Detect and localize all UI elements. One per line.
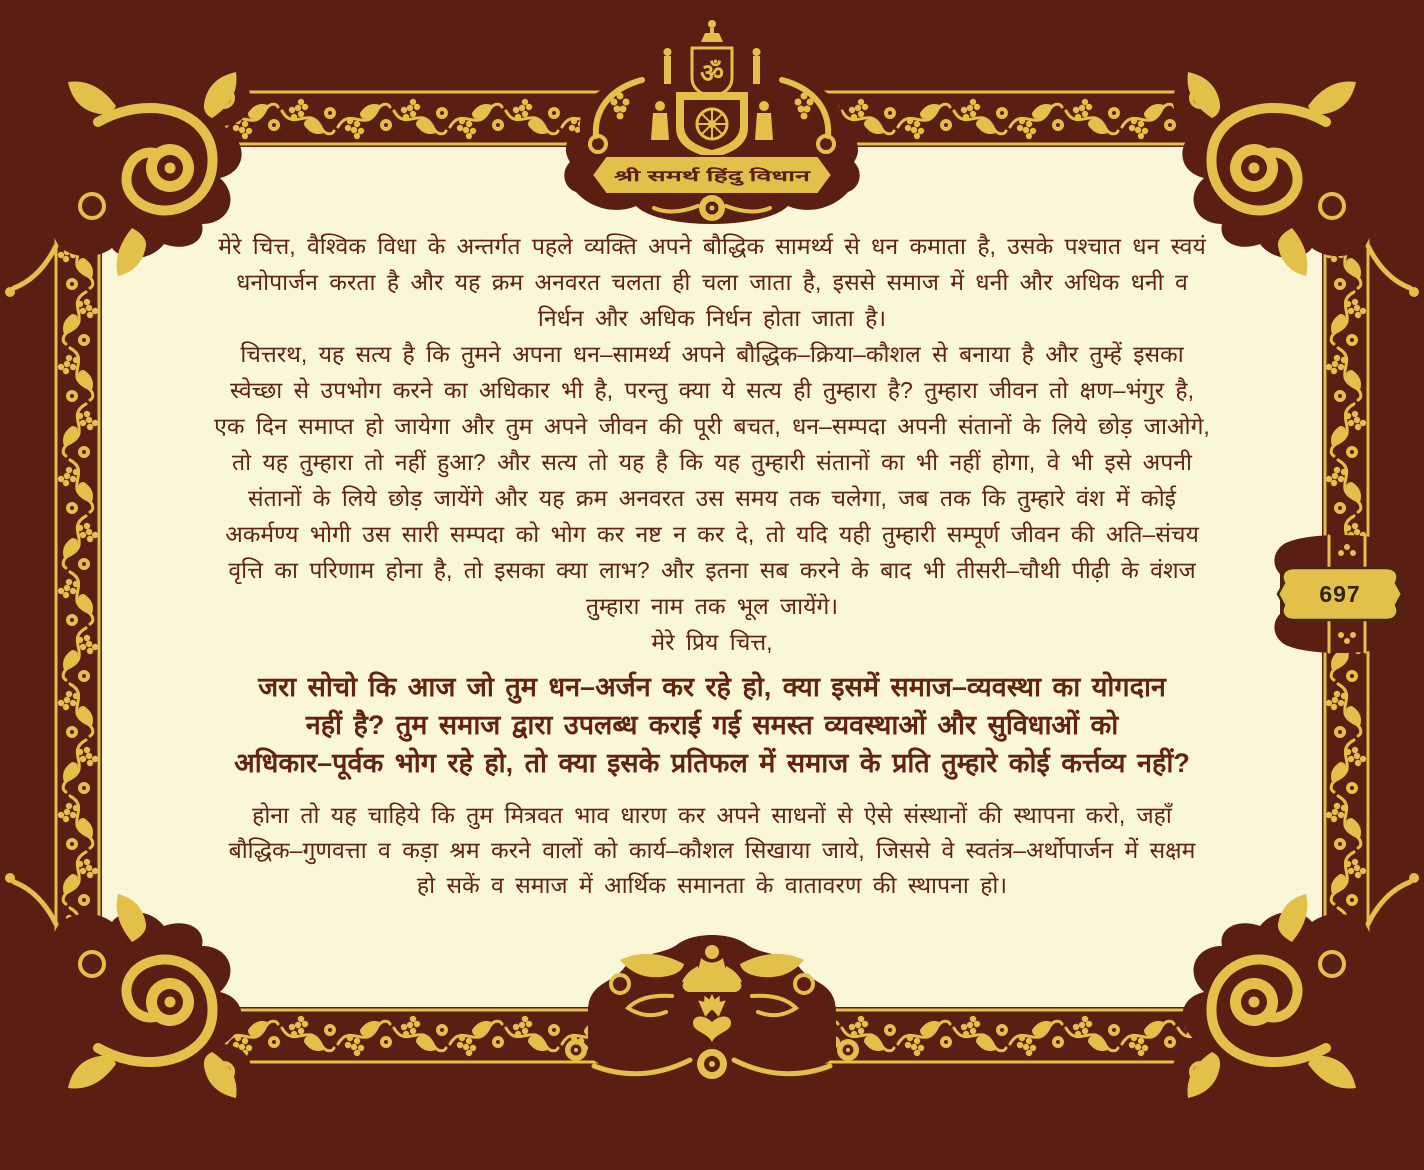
figure-head [705, 945, 719, 959]
text-line: तो यह तुम्हारा तो नहीं हुआ? और सत्य तो यह है कि यह तुम्हारी संतानों का भी नहीं होगा, वे भी इसे अपनी [232, 449, 1192, 475]
page-text [130, 228, 1294, 903]
text-line: धनोपार्जन करता है और यह क्रम अनवरत चलता ही चला जाता है, इससे समाज में धनी और अधिक धनी व [236, 269, 1188, 295]
text-line: हो सकें व समाज में आर्थिक समानता के वातावरण की स्थापना हो। [416, 872, 1008, 898]
pillar-right-icon [753, 56, 760, 84]
page-number: 697 [1319, 581, 1361, 607]
paragraph-2 [130, 336, 1294, 660]
text-line: अकर्मण्य भोगी उस सारी सम्पदा को भोग कर नष्ट न कर दे, तो यदि यही तुम्हारी सम्पूर्ण जीवन की अति–संचय [225, 521, 1199, 547]
highlight-paragraph [130, 668, 1294, 782]
text-line: स्वेच्छा से उपभोग करने का अधिकार भी है, परन्तु क्या ये सत्य ही तुम्हारा है? तुम्हारा जीवन तो क्षण–भंगुर है, [229, 377, 1195, 403]
text-line: तुम्हारा नाम तक भूल जायेंगे। [585, 593, 839, 619]
pillar-left-icon [664, 56, 671, 84]
highlight-line: जरा सोचो कि आज जो तुम धन–अर्जन कर रहे हो, क्या इसमें समाज–व्यवस्था का योगदान [258, 672, 1166, 702]
text-line: होना तो यह चाहिये कि तुम मित्रवत भाव धारण कर अपने साधनों से ऐसे संस्थानों की स्थापना करो, जहाँ [252, 802, 1172, 828]
text-line: एक दिन समाप्त हो जायेगा और तुम अपने जीवन की पूरी बचत, धन–सम्पदा अपनी संतानों के लिये छोड़ जाओगे, [214, 413, 1210, 439]
folded-legs [683, 980, 742, 992]
text-line: वृत्ति का परिणाम होना है, तो इसका क्या लाभ? और इतना सब करने के बाद भी तीसरी–चौथी पीढ़ी के वंशज [228, 557, 1196, 583]
emblem-title: श्री समर्थ हिंदु विधान [614, 168, 724, 185]
text-line: मेरे चित्त, वैश्विक विधा के अन्तर्गत पहले व्यक्ति अपने बौद्धिक सामर्थ्य से धन कमाता है, उसके पश्चात धन स्वयं [218, 233, 1206, 259]
text-line: मेरे प्रिय चित्त, [651, 629, 773, 655]
highlight-line: नहीं है? तुम समाज द्वारा उपलब्ध कराई गई समस्त व्यवस्थाओं और सुविधाओं को [305, 710, 1119, 740]
page-number-badge [1274, 535, 1405, 653]
highlight-line: अधिकार–पूर्वक भोग रहे हो, तो क्या इसके प्रतिफल में समाज के प्रति तुम्हारे कोई कर्त्तव्य नहीं? [234, 748, 1190, 778]
text-line: संतानों के लिये छोड़ जायेंगे और यह क्रम अनवरत उस समय तक चलेगा, जब तक कि तुम्हारे वंश में कोई [248, 485, 1176, 511]
text-line: निर्धन और अधिक निर्धन होता जाता है। [537, 305, 887, 331]
text-line: बौद्धिक–गुणवत्ता व कड़ा श्रम करने वालों को कार्य–कौशल सिखाया जाये, जिससे वे स्वतंत्र–अर्थोपार्जन में सक्षम [228, 837, 1196, 863]
om-symbol: ॐ [700, 59, 724, 89]
paragraph-1 [130, 228, 1294, 336]
text-line: चित्तरथ, यह सत्य है कि तुमने अपना धन–सामर्थ्य अपने बौद्धिक–क्रिया–कौशल से बनाया है और तुम्हें इसका [240, 341, 1184, 367]
crown-finial-icon [708, 20, 716, 28]
paragraph-3 [130, 798, 1294, 903]
